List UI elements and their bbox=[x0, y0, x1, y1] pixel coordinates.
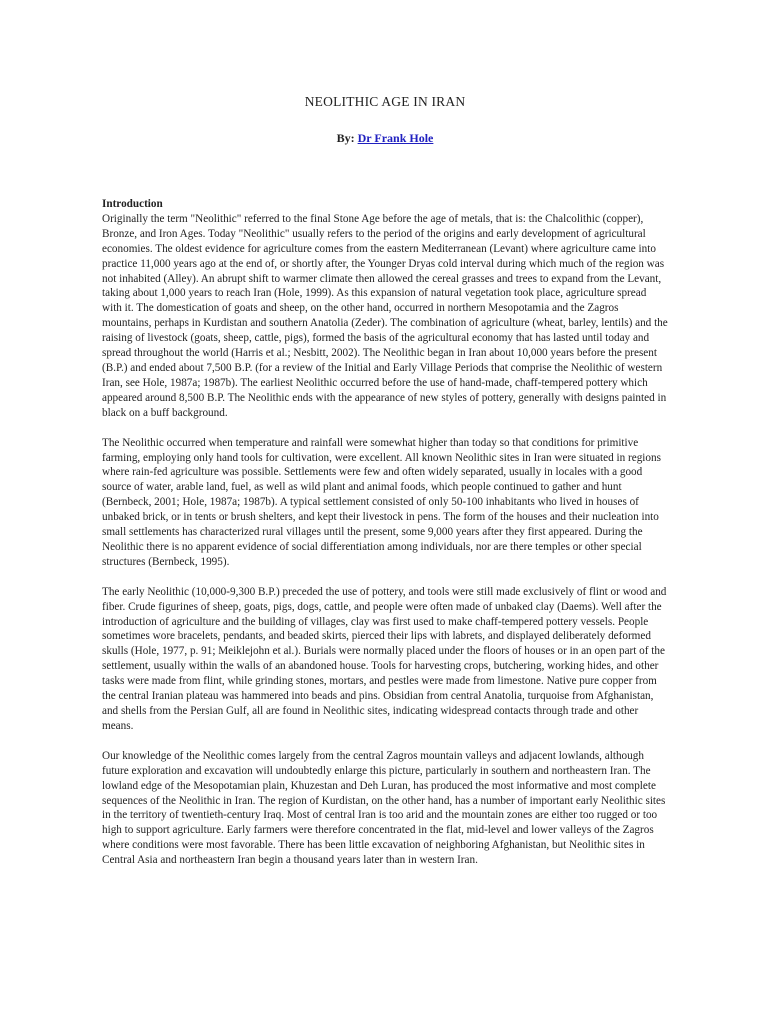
section-heading-introduction: Introduction bbox=[102, 198, 163, 210]
paragraph-climate: The Neolithic occurred when temperature and rainfall were somewhat higher than today so that conditions for primitive farming, employing only hand tools for cultivation, were excellent. All known Neolithic sites in Iran were situated in regions where rain-fed agriculture was possible. Settlements were few and often widely separated, usually in locales with a good source of water, arable land, fuel, as well as wild plant and animal foods, which people continued to gather and hunt (Bernbeck, 2001; Hole, 1987a; 1987b). A typical settlement consisted of only 50-100 inhabitants who lived in houses of unbaked brick, or in tents or brush shelters, and kept their livestock in pens. The form of the houses and their nucleation into small settlements has characterized rural villages until the present, some 9,000 years after they first appeared. During the Neolithic there is no apparent evidence of social differentiation among individuals, nor are there temples or other special structures (Bernbeck, 1995). bbox=[102, 436, 661, 568]
page-title: NEOLITHIC AGE IN IRAN bbox=[304, 94, 466, 109]
paragraph-knowledge: Our knowledge of the Neolithic comes largely from the central Zagros mountain valleys and adjacent lowlands, although future exploration and excavation will undoubtedly enlarge this picture, particularly in southern and northeastern Iran. The lowland edge of the Mesopotamian plain, Khuzestan and Deh Luran, has produced the most informative and most complete sequences of the Neolithic in Iran. The region of Kurdistan, on the other hand, has a number of important early Neolithic sites in the territory of twentieth-century Iraq. Most of central Iran is too arid and the mountain zones are either too rugged or too high to support agriculture. Early farmers were therefore concentrated in the flat, mid-level and lower valleys of the Zagros where conditions were most favorable. There has been little excavation of neighboring Afghanistan, but Neolithic sites in Central Asia and northeastern Iran begin a thousand years later than in western Iran. bbox=[102, 749, 666, 867]
paragraph-intro bbox=[102, 197, 668, 421]
paragraph-text: Originally the term "Neolithic" referred to the final Stone Age before the age of metals, that is: the Chalcolithic (copper), Bronze, and Iron Ages. Today "Neolithic" usually refers to the period of the origins and early development of agricultural economies. The oldest evidence for agriculture comes from the eastern Mediterranean (Levant) where agriculture came into practice 11,000 years ago at the end of, or shortly after, the Younger Dryas cold interval during which much of the region was not inhabited (Alley). An abrupt shift to warmer climate then allowed the cereal grasses and trees to expand from the Levant, taking about 1,000 years to reach Iran (Hole, 1999). As this expansion of natural vegetation took place, agriculture spread with it. The domestication of goats and sheep, on the other hand, occurred in northern Mesopotamia and the Zagros mountains, perhaps in Kurdistan and southern Anatolia (Zeder). The combination of agriculture (wheat, barley, lentils) and the raising of livestock (goats, sheep, cattle, pigs), formed the basis of the agricultural economy that has lasted until today and spread throughout the world (Harris et al.; Nesbitt, 2002). The Neolithic began in Iran about 10,000 years before the present (B.P.) and ended about 7,500 B.P. (for a review of the Initial and Early Village Periods that comprise the Neolithic of western Iran, see Hole, 1987a; 1987b). The earliest Neolithic occurred before the use of hand-made, chaff-tempered pottery which appeared around 8,500 B.P. The Neolithic ends with the appearance of new styles of pottery, generally with designs painted in black on a buff background. bbox=[102, 212, 668, 419]
author-link[interactable]: Dr Frank Hole bbox=[357, 131, 434, 145]
byline bbox=[102, 131, 668, 146]
article-body bbox=[102, 197, 668, 883]
paragraph-early-neolithic: The early Neolithic (10,000-9,300 B.P.) preceded the use of pottery, and tools were still made exclusively of flint or wood and fiber. Crude figurines of sheep, goats, pigs, dogs, cattle, and people were often made of unbaked clay (Daems). Well after the introduction of agriculture and the building of villages, clay was first used to make chaff-tempered pottery vessels. People sometimes wore bracelets, pendants, and beaded skirts, pierced their lips with labrets, and displayed deliberately deformed skulls (Hole, 1977, p. 91; Meiklejohn et al.). Burials were normally placed under the floors of houses or in an open part of the settlement, usually within the walls of an abandoned house. Tools for harvesting crops, butchering, working hides, and other tasks were made from flint, while grinding stones, mortars, and pestles were made from limestone. Native pure copper from the central Iranian plateau was hammered into beads and pins. Obsidian from central Anatolia, turquoise from Afghanistan, and shells from the Persian Gulf, all are found in Neolithic sites, indicating widespread contacts through trade and other means. bbox=[102, 585, 667, 732]
byline-prefix: By: bbox=[336, 131, 358, 145]
